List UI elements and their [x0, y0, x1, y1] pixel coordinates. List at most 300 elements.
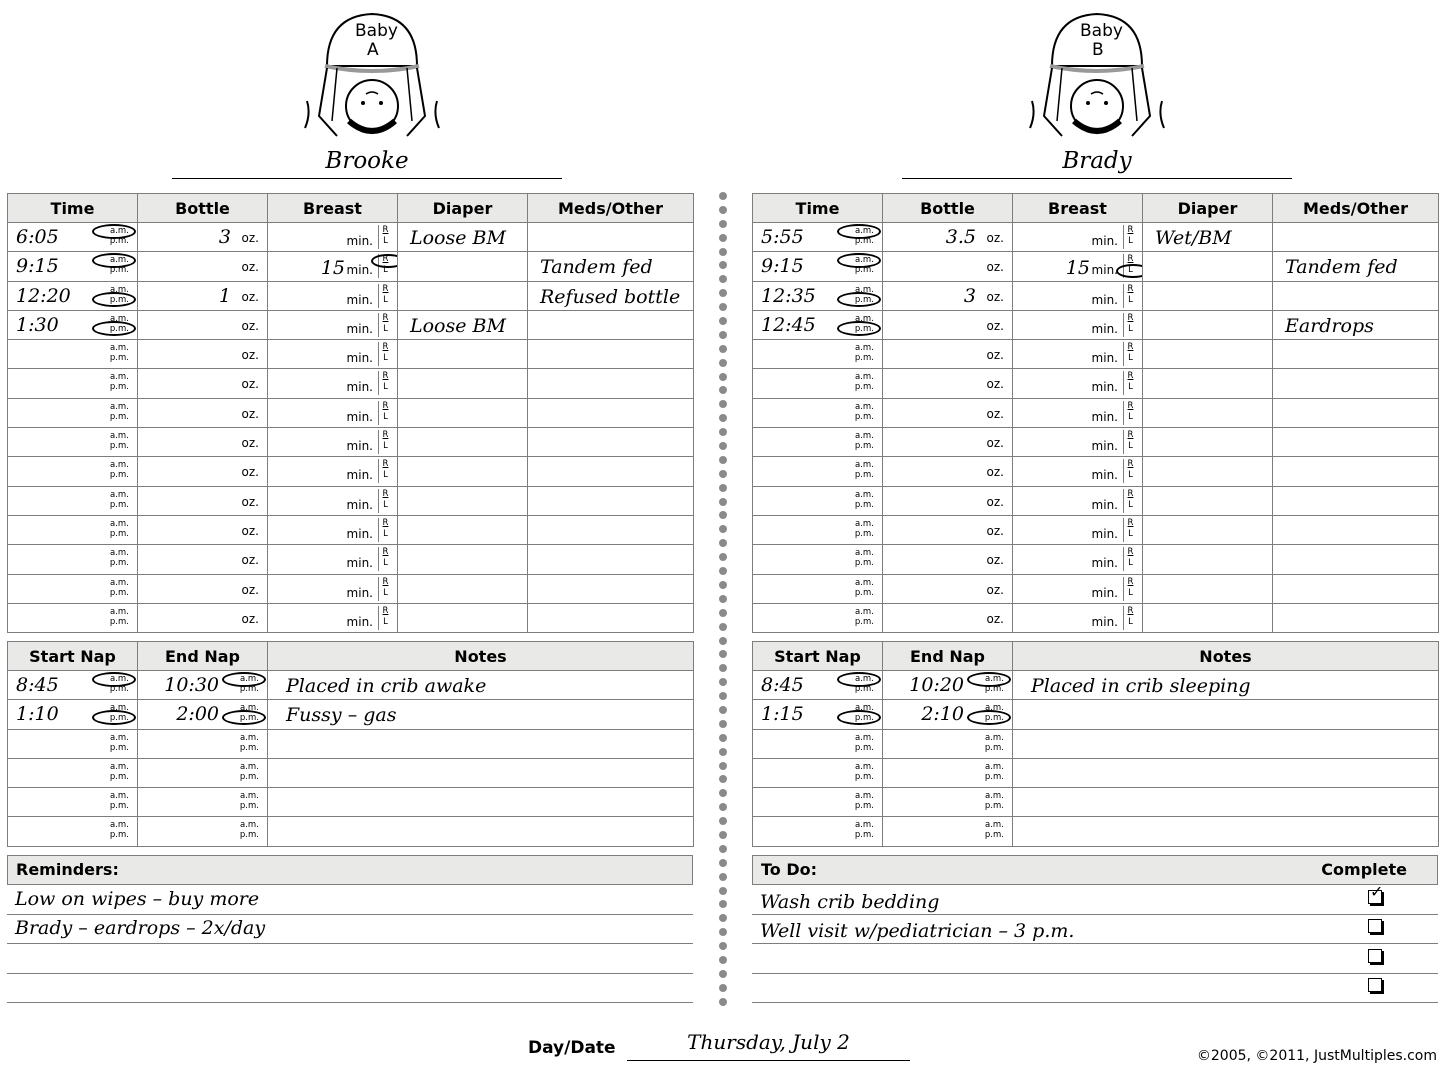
- breast-cell[interactable]: [268, 340, 398, 369]
- diaper-cell[interactable]: [1143, 428, 1273, 457]
- baby-badge-line2: B: [1092, 40, 1104, 60]
- diaper-cell[interactable]: [1143, 545, 1273, 574]
- notes-cell[interactable]: [268, 788, 694, 817]
- breast-cell[interactable]: [268, 369, 398, 398]
- diaper-cell[interactable]: [1143, 369, 1273, 398]
- diaper-cell[interactable]: [1143, 252, 1273, 281]
- end-nap-cell[interactable]: [883, 700, 1013, 729]
- diaper-cell[interactable]: [398, 223, 528, 252]
- end-nap-cell[interactable]: [138, 758, 268, 787]
- bottle-cell[interactable]: [138, 603, 268, 632]
- bottle-cell[interactable]: [138, 486, 268, 515]
- meds-cell[interactable]: [528, 428, 694, 457]
- ampm-selector[interactable]: [985, 791, 1004, 811]
- spiral-dot: [719, 914, 727, 922]
- time-cell[interactable]: [753, 252, 883, 281]
- time-cell[interactable]: [8, 603, 138, 632]
- diaper-cell[interactable]: [1143, 340, 1273, 369]
- breast-cell[interactable]: [1013, 369, 1143, 398]
- ampm-selector[interactable]: [855, 431, 874, 451]
- diaper-cell[interactable]: [398, 369, 528, 398]
- spiral-dot: [719, 887, 727, 895]
- column-header-end-nap: End Nap: [138, 642, 268, 671]
- breast-side-selector[interactable]: [1123, 284, 1137, 308]
- breast-side-selector[interactable]: [1123, 313, 1137, 337]
- breast-cell[interactable]: [268, 574, 398, 603]
- pm-label: p.m.: [109, 830, 129, 841]
- time-cell[interactable]: [8, 457, 138, 486]
- reminder-line[interactable]: [7, 914, 693, 944]
- diaper-cell[interactable]: [1143, 457, 1273, 486]
- meds-cell[interactable]: [528, 603, 694, 632]
- breast-side-selector[interactable]: [1123, 606, 1137, 630]
- todo-line[interactable]: [752, 973, 1438, 1003]
- ampm-selector[interactable]: [110, 607, 129, 627]
- ampm-selector[interactable]: [110, 402, 129, 422]
- breast-cell[interactable]: [268, 398, 398, 427]
- time-cell[interactable]: [753, 281, 883, 310]
- breast-side-selector[interactable]: [378, 459, 392, 483]
- time-cell[interactable]: [8, 428, 138, 457]
- ampm-selector[interactable]: [855, 402, 874, 422]
- meds-cell[interactable]: [1273, 281, 1439, 310]
- breast-side-selector[interactable]: [1123, 371, 1137, 395]
- ampm-selector[interactable]: [985, 820, 1004, 840]
- breast-cell[interactable]: [1013, 603, 1143, 632]
- min-unit: min.: [346, 526, 373, 541]
- ampm-selector[interactable]: [110, 791, 129, 811]
- meds-cell[interactable]: [1273, 398, 1439, 427]
- start-nap-cell[interactable]: [753, 788, 883, 817]
- time-cell[interactable]: [753, 310, 883, 339]
- time-cell[interactable]: [8, 398, 138, 427]
- day-date-value[interactable]: Thursday, July 2: [627, 1030, 910, 1061]
- diaper-cell[interactable]: [398, 457, 528, 486]
- meds-cell[interactable]: [528, 223, 694, 252]
- ampm-selector[interactable]: [855, 460, 874, 480]
- bottle-cell[interactable]: [138, 457, 268, 486]
- bottle-cell[interactable]: [883, 574, 1013, 603]
- breast-side-selector[interactable]: [1123, 459, 1137, 483]
- breast-side-selector[interactable]: [378, 401, 392, 425]
- bottle-cell[interactable]: [883, 310, 1013, 339]
- meds-cell[interactable]: [528, 340, 694, 369]
- start-nap-cell[interactable]: [753, 700, 883, 729]
- ampm-selector[interactable]: [855, 791, 874, 811]
- right-label: R: [382, 488, 389, 499]
- meds-cell[interactable]: [528, 574, 694, 603]
- pm-label: p.m.: [854, 353, 874, 364]
- start-nap-cell[interactable]: [753, 758, 883, 787]
- breast-side-selector[interactable]: [378, 225, 392, 249]
- ampm-selector[interactable]: [110, 431, 129, 451]
- left-label: L: [383, 587, 388, 598]
- end-nap-cell[interactable]: [138, 671, 268, 700]
- bottle-cell[interactable]: [883, 281, 1013, 310]
- notes-cell[interactable]: [1013, 817, 1439, 846]
- notes-cell[interactable]: [1013, 729, 1439, 758]
- time-cell[interactable]: [8, 545, 138, 574]
- breast-cell[interactable]: [268, 545, 398, 574]
- diaper-cell[interactable]: [398, 340, 528, 369]
- time-value: 6:05: [16, 226, 59, 248]
- am-label: a.m.: [985, 791, 1004, 802]
- breast-side-selector[interactable]: [1123, 577, 1137, 601]
- meds-cell[interactable]: [1273, 574, 1439, 603]
- ampm-selector[interactable]: [855, 548, 874, 568]
- end-nap-cell[interactable]: [883, 788, 1013, 817]
- bottle-cell[interactable]: [138, 515, 268, 544]
- oz-unit: oz.: [241, 582, 259, 597]
- start-nap-cell[interactable]: [753, 729, 883, 758]
- bottle-cell[interactable]: [138, 398, 268, 427]
- reminder-line[interactable]: [7, 973, 693, 1003]
- breast-cell[interactable]: [1013, 252, 1143, 281]
- bottle-cell[interactable]: [138, 428, 268, 457]
- end-nap-cell[interactable]: [138, 788, 268, 817]
- end-nap-cell[interactable]: [883, 817, 1013, 846]
- breast-cell[interactable]: [268, 603, 398, 632]
- reminders-label: Reminders:: [16, 860, 119, 879]
- start-nap-cell[interactable]: [8, 817, 138, 846]
- diaper-cell[interactable]: [398, 252, 528, 281]
- meds-cell[interactable]: [1273, 340, 1439, 369]
- breast-cell[interactable]: [268, 486, 398, 515]
- ampm-selector[interactable]: [110, 490, 129, 510]
- ampm-selector[interactable]: [110, 460, 129, 480]
- start-nap-cell[interactable]: [753, 671, 883, 700]
- complete-checkbox-icon[interactable]: [1368, 919, 1382, 933]
- start-nap-cell[interactable]: [8, 758, 138, 787]
- left-label: L: [1128, 558, 1133, 569]
- time-cell[interactable]: [753, 369, 883, 398]
- am-label: a.m.: [855, 284, 874, 295]
- complete-checkbox-icon[interactable]: [1368, 949, 1382, 963]
- diaper-cell[interactable]: [1143, 515, 1273, 544]
- end-nap-cell[interactable]: [883, 729, 1013, 758]
- breast-side-selector[interactable]: [378, 606, 392, 630]
- diaper-cell[interactable]: [1143, 574, 1273, 603]
- diaper-cell[interactable]: [398, 545, 528, 574]
- meds-cell[interactable]: [528, 252, 694, 281]
- pm-label: p.m.: [854, 830, 874, 841]
- todo-line[interactable]: [752, 914, 1438, 944]
- breast-cell[interactable]: [1013, 281, 1143, 310]
- time-cell[interactable]: [753, 398, 883, 427]
- table-row: [753, 545, 1439, 574]
- ampm-selector[interactable]: [855, 490, 874, 510]
- diaper-cell[interactable]: [398, 398, 528, 427]
- time-cell[interactable]: [753, 574, 883, 603]
- bottle-cell[interactable]: [883, 369, 1013, 398]
- breast-side-selector[interactable]: [378, 254, 392, 278]
- ampm-selector[interactable]: [110, 343, 129, 363]
- breast-side-selector[interactable]: [378, 342, 392, 366]
- ampm-selector[interactable]: [855, 578, 874, 598]
- ampm-selector[interactable]: [855, 372, 874, 392]
- breast-cell[interactable]: [268, 457, 398, 486]
- spiral-dot: [719, 539, 727, 547]
- pm-label: p.m.: [854, 528, 874, 539]
- reminder-line[interactable]: [7, 885, 693, 915]
- bottle-cell[interactable]: [138, 369, 268, 398]
- breast-side-selector[interactable]: [1123, 489, 1137, 513]
- am-label: a.m.: [240, 761, 259, 772]
- ampm-selector[interactable]: [110, 820, 129, 840]
- notes-cell[interactable]: [1013, 758, 1439, 787]
- ampm-selector[interactable]: [240, 820, 259, 840]
- ampm-selector[interactable]: [985, 733, 1004, 753]
- diaper-cell[interactable]: [398, 574, 528, 603]
- todo-line[interactable]: [752, 882, 1438, 915]
- complete-checkbox-icon[interactable]: [1368, 978, 1382, 992]
- end-nap-cell[interactable]: [138, 817, 268, 846]
- diaper-cell[interactable]: [398, 281, 528, 310]
- ampm-selector[interactable]: [240, 733, 259, 753]
- meds-cell[interactable]: [528, 398, 694, 427]
- ampm-selector[interactable]: [240, 762, 259, 782]
- breast-side-selector[interactable]: [1123, 430, 1137, 454]
- notes-cell[interactable]: [268, 817, 694, 846]
- table-row: [8, 281, 694, 310]
- complete-checkbox-icon[interactable]: [1368, 882, 1384, 904]
- meds-cell[interactable]: [1273, 310, 1439, 339]
- am-label: a.m.: [855, 343, 874, 354]
- ampm-selector[interactable]: [240, 791, 259, 811]
- end-nap-cell[interactable]: [138, 729, 268, 758]
- bottle-cell[interactable]: [883, 545, 1013, 574]
- bottle-cell[interactable]: [883, 486, 1013, 515]
- todo-line[interactable]: [752, 944, 1438, 974]
- meds-cell[interactable]: [528, 486, 694, 515]
- breast-side-selector[interactable]: [1123, 254, 1137, 278]
- meds-cell[interactable]: [1273, 545, 1439, 574]
- breast-cell[interactable]: [268, 428, 398, 457]
- ampm-selector[interactable]: [855, 820, 874, 840]
- bottle-cell[interactable]: [138, 223, 268, 252]
- diaper-cell[interactable]: [398, 428, 528, 457]
- check-mark-icon: ✓: [1370, 882, 1384, 901]
- breast-side-selector[interactable]: [378, 430, 392, 454]
- bottle-cell[interactable]: [883, 340, 1013, 369]
- bottle-value: 3: [963, 284, 976, 307]
- ampm-selector[interactable]: [855, 762, 874, 782]
- time-value: 12:35: [761, 284, 816, 307]
- bottle-cell[interactable]: [883, 398, 1013, 427]
- ampm-selector[interactable]: [855, 607, 874, 627]
- diaper-cell[interactable]: [1143, 486, 1273, 515]
- breast-side-selector[interactable]: [1123, 547, 1137, 571]
- breast-cell[interactable]: [1013, 428, 1143, 457]
- breast-cell[interactable]: [1013, 340, 1143, 369]
- diaper-cell[interactable]: [398, 310, 528, 339]
- meds-value: Tandem fed: [1285, 256, 1398, 279]
- meds-cell[interactable]: [1273, 252, 1439, 281]
- ampm-selector[interactable]: [110, 372, 129, 392]
- end-nap-cell[interactable]: [883, 758, 1013, 787]
- breast-cell[interactable]: [1013, 545, 1143, 574]
- breast-cell[interactable]: [268, 515, 398, 544]
- meds-cell[interactable]: [1273, 603, 1439, 632]
- start-nap-cell[interactable]: [8, 671, 138, 700]
- bottle-cell[interactable]: [883, 223, 1013, 252]
- notes-cell[interactable]: [1013, 788, 1439, 817]
- meds-cell[interactable]: [528, 515, 694, 544]
- bottle-cell[interactable]: [138, 252, 268, 281]
- breast-side-selector[interactable]: [1123, 401, 1137, 425]
- breast-cell[interactable]: [1013, 310, 1143, 339]
- time-cell[interactable]: [753, 340, 883, 369]
- right-label: R: [1127, 342, 1134, 353]
- bottle-cell[interactable]: [883, 428, 1013, 457]
- table-row: [8, 398, 694, 427]
- ampm-circle: [222, 672, 266, 687]
- ampm-circle: [92, 224, 136, 239]
- time-cell[interactable]: [8, 574, 138, 603]
- bottle-cell[interactable]: [138, 574, 268, 603]
- bottle-cell[interactable]: [883, 603, 1013, 632]
- start-nap-cell[interactable]: [8, 700, 138, 729]
- diaper-cell[interactable]: [1143, 223, 1273, 252]
- ampm-selector[interactable]: [855, 343, 874, 363]
- breast-side-selector[interactable]: [378, 577, 392, 601]
- breast-cell[interactable]: [1013, 486, 1143, 515]
- left-label: L: [383, 382, 388, 393]
- am-label: a.m.: [110, 732, 129, 743]
- pm-label: p.m.: [109, 742, 129, 753]
- time-cell[interactable]: [8, 369, 138, 398]
- oz-unit: oz.: [986, 231, 1004, 245]
- meds-cell[interactable]: [1273, 223, 1439, 252]
- bottle-cell[interactable]: [138, 310, 268, 339]
- time-cell[interactable]: [8, 223, 138, 252]
- bottle-cell[interactable]: [138, 340, 268, 369]
- pm-label: p.m.: [854, 713, 874, 724]
- breast-side-selector[interactable]: [378, 313, 392, 337]
- nap-table: [7, 641, 694, 847]
- bottle-cell[interactable]: [138, 281, 268, 310]
- meds-cell[interactable]: [528, 545, 694, 574]
- breast-side-selector[interactable]: [378, 489, 392, 513]
- table-row: [8, 700, 694, 729]
- diaper-cell[interactable]: [1143, 281, 1273, 310]
- time-cell[interactable]: [753, 428, 883, 457]
- notes-cell[interactable]: [268, 671, 694, 700]
- diaper-cell[interactable]: [1143, 398, 1273, 427]
- time-cell[interactable]: [8, 310, 138, 339]
- meds-cell[interactable]: [528, 369, 694, 398]
- breast-cell[interactable]: [268, 252, 398, 281]
- start-nap-cell[interactable]: [8, 788, 138, 817]
- min-unit: min.: [1091, 556, 1118, 571]
- breast-cell[interactable]: [1013, 223, 1143, 252]
- meds-cell[interactable]: [528, 457, 694, 486]
- meds-cell[interactable]: [528, 310, 694, 339]
- bottle-cell[interactable]: [138, 545, 268, 574]
- time-cell[interactable]: [753, 603, 883, 632]
- bottle-cell[interactable]: [883, 515, 1013, 544]
- ampm-selector[interactable]: [110, 762, 129, 782]
- time-cell[interactable]: [753, 457, 883, 486]
- time-cell[interactable]: [8, 486, 138, 515]
- notes-cell[interactable]: [268, 729, 694, 758]
- ampm-selector[interactable]: [110, 578, 129, 598]
- notes-cell[interactable]: [268, 758, 694, 787]
- bottle-cell[interactable]: [883, 457, 1013, 486]
- time-cell[interactable]: [753, 545, 883, 574]
- breast-cell[interactable]: [1013, 398, 1143, 427]
- meds-cell[interactable]: [1273, 515, 1439, 544]
- pm-label: p.m.: [854, 382, 874, 393]
- breast-cell[interactable]: [268, 281, 398, 310]
- time-cell[interactable]: [753, 515, 883, 544]
- time-cell[interactable]: [8, 515, 138, 544]
- diaper-cell[interactable]: [398, 486, 528, 515]
- meds-cell[interactable]: [1273, 486, 1439, 515]
- meds-cell[interactable]: [1273, 369, 1439, 398]
- diaper-cell[interactable]: [398, 603, 528, 632]
- breast-side-selector[interactable]: [1123, 518, 1137, 542]
- end-nap-cell[interactable]: [138, 700, 268, 729]
- breast-side-selector[interactable]: [1123, 342, 1137, 366]
- bottle-cell[interactable]: [883, 252, 1013, 281]
- notes-cell[interactable]: [1013, 671, 1439, 700]
- table-row: [8, 486, 694, 515]
- pm-label: p.m.: [109, 411, 129, 422]
- time-cell[interactable]: [753, 486, 883, 515]
- time-cell[interactable]: [8, 281, 138, 310]
- ampm-selector[interactable]: [985, 762, 1004, 782]
- breast-side-selector[interactable]: [378, 371, 392, 395]
- breast-side-selector[interactable]: [378, 547, 392, 571]
- time-cell[interactable]: [8, 340, 138, 369]
- meds-cell[interactable]: [1273, 428, 1439, 457]
- spiral-dot: [719, 734, 727, 742]
- breast-cell[interactable]: [1013, 574, 1143, 603]
- breast-side-selector[interactable]: [378, 284, 392, 308]
- breast-cell[interactable]: [1013, 457, 1143, 486]
- ampm-circle: [837, 292, 881, 307]
- breast-cell[interactable]: [268, 310, 398, 339]
- diaper-cell[interactable]: [1143, 603, 1273, 632]
- start-nap-cell[interactable]: [8, 729, 138, 758]
- breast-cell[interactable]: [268, 223, 398, 252]
- end-nap-cell[interactable]: [883, 671, 1013, 700]
- table-row: [753, 515, 1439, 544]
- ampm-selector[interactable]: [110, 548, 129, 568]
- ampm-selector[interactable]: [855, 733, 874, 753]
- notes-cell[interactable]: [268, 700, 694, 729]
- diaper-cell[interactable]: [1143, 310, 1273, 339]
- breast-side-selector[interactable]: [378, 518, 392, 542]
- ampm-selector[interactable]: [855, 519, 874, 539]
- reminder-line[interactable]: [7, 944, 693, 974]
- notes-cell[interactable]: [1013, 700, 1439, 729]
- meds-cell[interactable]: [1273, 457, 1439, 486]
- pm-label: p.m.: [109, 528, 129, 539]
- table-row: [753, 281, 1439, 310]
- diaper-cell[interactable]: [398, 515, 528, 544]
- oz-unit: oz.: [986, 436, 1004, 451]
- time-cell[interactable]: [8, 252, 138, 281]
- ampm-selector[interactable]: [110, 733, 129, 753]
- start-nap-cell[interactable]: [753, 817, 883, 846]
- breast-side-selector[interactable]: [1123, 225, 1137, 249]
- breast-cell[interactable]: [1013, 515, 1143, 544]
- time-cell[interactable]: [753, 223, 883, 252]
- meds-cell[interactable]: [528, 281, 694, 310]
- ampm-selector[interactable]: [110, 519, 129, 539]
